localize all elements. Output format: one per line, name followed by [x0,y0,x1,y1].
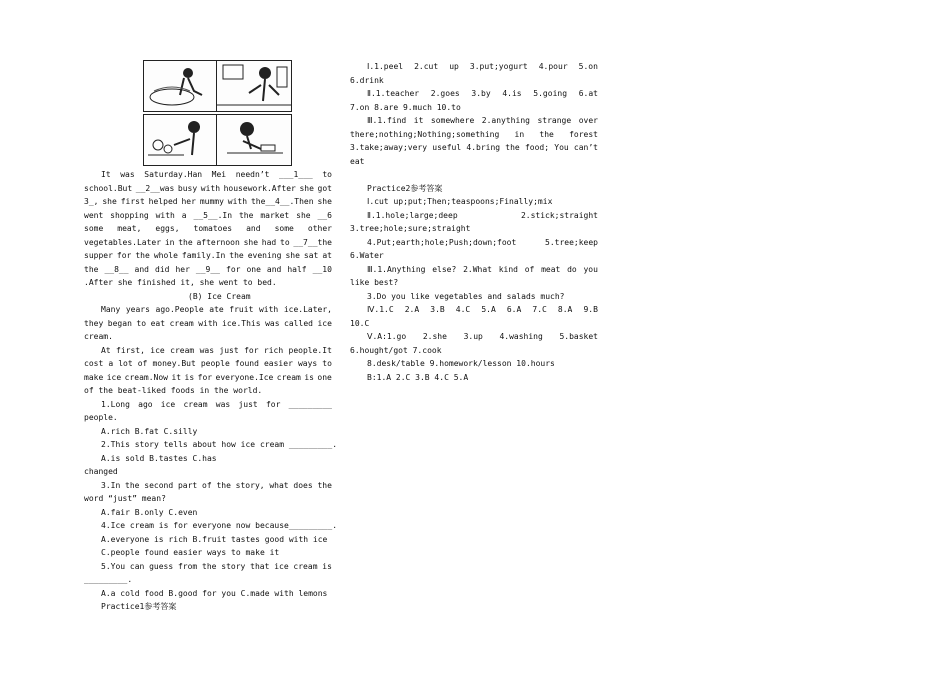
practice2-answer-word: 3.tree;hole;sure;straight [350,224,471,233]
passage-b-word: cream. [84,332,113,341]
passage-b-line [84,319,332,329]
practice1-answer-word: over [578,116,598,125]
passage-b-word: cream [169,318,194,328]
passage-a-word: afternoon [196,237,240,247]
question-word: A.rich B.fat C.silly [101,426,198,436]
passage-a-line [84,238,332,248]
question-word: cream [183,399,208,409]
practice2-answer-line [367,359,555,369]
practice2-answer-line [350,346,442,356]
passage-a-word: she [243,237,259,247]
passage-a-word: market [260,210,290,220]
question-word: A.fair B.only C.even [101,507,198,517]
practice2-answer-word: 3.B [430,305,445,314]
passage-b-word: lot [118,359,133,368]
passage-a-word: meat, [117,224,142,233]
practice1-answer-line [350,143,598,153]
passage-a-word: some [274,224,294,233]
practice2-answer-word: 2.What [463,264,492,274]
question-word: does [293,480,313,490]
practice1-answer-word: strange [537,116,572,125]
practice2-answer-word: 5.tree;keep [545,237,598,247]
passage-a-word: Saturday.Han [144,170,203,179]
practice1-answer-line [350,157,364,167]
passage-b-word: cream.Now [124,372,168,382]
practice2-answer-line [350,224,470,234]
passage-b-line [84,386,262,396]
question-line [101,535,327,545]
passage-a-word: supper [84,251,113,260]
practice1-answer-word: Ⅲ.1.find [367,116,407,125]
question-word: the [125,480,140,490]
question-word: the [317,480,332,490]
practice2-answer-word: 4.Put;earth;hole;Push;down;foot [367,237,517,247]
passage-a-word: for [116,251,132,260]
passage-a-word: did [155,264,170,274]
question-line [84,494,166,504]
passage-a-word: __10 [312,264,332,274]
passage-a-word: the__4__.Then [250,197,314,206]
passage-a-word: housework.After [223,183,296,193]
passage-a-word: evening [247,251,282,260]
passage-a-word: got [317,183,332,193]
question-word: C.people found easier ways to make it [101,548,280,557]
passage-b-word: called [284,318,313,328]
passage-a-word: 3_, [84,197,99,206]
passage-a-word: It [101,170,111,179]
picture-cooking [143,114,217,166]
question-line [101,521,337,531]
passage-b-word: first, [116,345,145,355]
section-b-title: (B) Ice Cream [188,291,251,301]
picture-housework [143,60,217,112]
practice1-answer-word: 2.cut [414,62,439,71]
passage-a-word: to [280,237,290,247]
practice1-answer-word: the [505,143,520,152]
passage-b-word: years [125,305,150,314]
practice1-answer-line [367,62,598,72]
question-word: guess [149,561,174,571]
passage-b-word: it [171,372,182,382]
passage-b-word: for [197,372,213,382]
practice1-answer-word: 4.bring [466,143,501,152]
question-word: ice [160,399,176,409]
passage-b-line [84,373,332,383]
passage-a-word: __8__ [104,264,129,274]
practice2-answer-line [367,332,598,342]
practice2-answer-word: B:1.A 2.C 3.B 4.C 5.A [367,372,469,382]
passage-b-word: just [219,345,239,355]
passage-a-word: a [181,210,187,220]
passage-a-line [84,211,332,221]
passage-a-word: helped [148,197,178,206]
passage-b-word: cost [84,359,104,368]
passage-a-word: mummy [199,197,224,206]
practice1-answer-word: it [413,116,424,125]
passage-a-word: other [307,224,332,233]
question-line [101,454,217,464]
passage-a-word: sat [303,251,319,260]
practice1-answer-line [350,103,461,113]
practice1-answer-word: 4.is [502,89,522,98]
practice2-answer-line [367,197,552,207]
question-line [84,413,118,423]
passage-b-word: ice [150,345,165,355]
passage-a-word: eggs, [155,224,180,233]
practice2-answer-word: 2.A [404,305,420,314]
practice1-answer-line [367,116,598,126]
practice2-answer-word: 8.desk/table 9.homework/lesson 10.hours [367,359,555,368]
practice2-answer-word: kind [498,264,518,274]
passage-b-word: fruit [229,305,254,314]
practice1-answer-word: 7.on 8.are 9.much 10.to [350,102,461,112]
passage-b-word: ice [106,372,122,382]
practice2-answer-word: like best? [350,278,399,287]
question-word: 2.This story tells about how ice cream _________. [101,440,338,449]
passage-b-line [101,305,332,315]
question-word: for [265,399,281,409]
question-word: was [215,399,231,409]
passage-b-word: to [322,359,332,368]
practice2-answer-line [367,238,598,248]
question-word: from [177,561,198,571]
passage-a-word: she [317,197,332,206]
practice1-answer-word: 3.put;yogurt [469,62,528,71]
passage-b-word: people.It [288,345,332,355]
practice1-answer-line [350,130,598,140]
question-word: part [177,480,198,490]
passage-b-word: easier [263,359,293,368]
passage-a-word: and [134,264,149,274]
practice1-answer-line [350,76,384,86]
passage-a-word: __2__was [135,183,175,193]
passage-a-word: busy [177,183,198,193]
passage-a-word: for [226,264,241,274]
question-word: second [144,480,174,490]
passage-a-word: the [229,251,244,260]
passage-b-word: began [107,318,132,328]
question-word: story, [235,480,265,490]
passage-a-word: __9__ [195,264,220,274]
practice1-answer-word: 6.at [578,89,598,98]
practice1-answer-word: eat [350,156,365,166]
practice1-answer-word: useful [432,143,462,152]
practice2-answer-word: 4.washing [499,332,543,341]
practice2-answer-word: 4.C [455,305,471,314]
passage-a-word: the [84,264,99,274]
passage-a-word: first [120,197,145,206]
practice1-answer-word: in [514,129,525,139]
practice1-answer-word: somewhere [430,116,475,125]
passage-b-word: was [265,318,280,328]
practice2-answer-line [367,373,468,383]
practice2-answer-line [350,319,369,329]
passage-a-word: and [266,264,282,274]
practice2-answer-word: 6.Water [350,251,384,260]
practice2-answer-line [350,278,398,288]
practice1-answer-word: 6.drink [350,75,384,85]
question-word: _________. [84,575,133,584]
question-word: A.is sold B.tastes C.has [101,453,217,463]
passage-b-word: ways [297,359,318,368]
practice2-answer-word: you [583,264,598,274]
question-word: is [322,561,332,571]
passage-b-word: At [101,345,111,355]
passage-a-word: school.But [84,183,133,193]
practice1-answer-word: 3.take;away;very [350,143,428,152]
practice2-answer-word: 6.A [506,305,522,314]
practice1-answer-line [367,89,598,99]
picture-homework [216,114,292,166]
passage-a-word: vegetables.Later [84,237,162,247]
question-word: ice [274,561,289,571]
passage-a-word: the [178,237,193,247]
passage-a-word: to [322,170,332,179]
passage-b-word: rich [263,345,284,355]
passage-a-word: she [102,197,117,206]
passage-a-word: was [120,170,135,179]
passage-b-word: is [184,372,195,382]
passage-a-line [84,184,332,194]
question-line [101,481,332,491]
passage-a-word: with [155,210,175,220]
practice2-answer-line [367,211,598,221]
question-word: 5.You [101,561,126,571]
passage-a-word: Mei [211,170,227,179]
question-word: story [221,561,246,571]
passage-a-word: with [227,197,248,206]
passage-a-word: with [200,183,221,193]
practice2-answer-line [350,251,384,261]
practice2-answer-word: Ⅰ.cut up;put;Then;teaspoons;Finally;mix [367,197,553,206]
passage-a-line [84,197,332,207]
question-word: what [269,480,289,490]
passage-b-word: was [199,345,215,355]
passage-b-word: ice.This [222,318,261,328]
passage-b-line [84,359,332,369]
passage-b-word: ice [317,318,332,328]
passage-b-word: they [84,318,104,328]
picture-shopping [216,60,292,112]
practice1-answer-word: 2.anything [481,116,530,125]
passage-a-word: __5__.In [193,210,233,220]
practice1-answer-word: Ⅰ.1.peel [367,62,404,71]
passage-b-word: of the beat-liked foods in the world. [84,386,263,395]
practice2-answer-word: of [524,264,535,274]
passage-b-line [101,346,332,356]
passage-a-word: her [175,264,190,274]
passage-a-line [84,265,332,275]
passage-a-word: had [261,237,277,247]
passage-b-word: with [198,318,218,328]
practice1-answer-word: Ⅱ.1.teacher [367,89,420,98]
practice1-answer-word: 4.pour [538,62,568,71]
passage-a-word: went [84,210,104,220]
passage-b-word: found [234,359,259,368]
passage-a-word: family.In [181,251,226,260]
question-word: people. [84,413,118,422]
passage-a-word: the [238,210,254,220]
practice2-answer-word: 5.A [481,305,496,314]
passage-b-word: a [108,359,114,368]
question-line [101,602,176,612]
practice1-answer-word: 2.goes [430,89,460,98]
passage-b-word: eat [150,318,166,328]
passage-a-word: __6 [317,210,332,220]
question-word: A.a cold food B.good for you C.made with lemons [101,588,328,598]
passage-a-word: needn’t [235,170,270,179]
passage-b-line [84,332,113,342]
passage-b-word: of [137,359,148,368]
question-line [84,575,132,585]
practice1-answer-word: 3.by [471,89,491,98]
passage-b-word: everyone.Ice [215,372,274,382]
practice1-answer-word: 5.going [533,89,568,98]
question-word: the [216,480,231,490]
passage-b-word: with [258,305,279,314]
question-line [101,548,279,558]
question-line [101,508,197,518]
passage-a-word: __7__the [293,237,332,247]
question-word: that [250,561,270,571]
practice2-answer-word: 5.basket [559,332,598,341]
practice2-answer-word: Ⅳ.1.C [367,305,394,314]
practice2-answer-word: Ⅴ.A:1.go [367,332,407,341]
practice2-answer-word: Ⅲ.1.Anything [367,264,426,274]
question-line [101,589,327,599]
question-word: _________ [288,399,332,409]
question-word: 4.Ice cream is for everyone now because_________. [101,521,338,530]
question-word: ago [138,399,153,409]
practice2-answer-word: 9.B [583,305,598,314]
practice2-answer-word: Ⅱ.1.hole;large;deep [367,210,458,220]
passage-b-word: Many [101,305,121,314]
passage-b-word: is [304,372,314,382]
question-word: 1.Long [101,399,130,409]
practice2-answer-word: meat [541,264,561,274]
practice2-answer-word: do [567,264,577,274]
practice2-answer-word: 2.stick;straight [520,210,598,220]
practice2-answer-word: 3.Do you like vegetables and salads much? [367,291,565,301]
passage-b-word: ate [209,305,224,314]
practice1-answer-word: the [539,129,554,139]
question-word: Practice1参考答案 [101,602,177,611]
passage-a-word: some [84,224,104,233]
passage-b-word: cream [170,345,195,355]
passage-a-word: one [246,264,261,274]
practice1-answer-word: 5.on [578,62,598,71]
practice1-answer-word: You [554,143,569,152]
passage-a-word: the [135,251,150,260]
practice2-answer-line [367,305,598,315]
passage-a-word: half [287,264,307,274]
passage-a-word: she [285,251,300,260]
passage-a-word: .After she finished it, she went to bed. [84,278,277,287]
practice2-answer-line [367,265,598,275]
passage-a-word: her [181,197,196,206]
passage-b-word: make [84,372,104,382]
passage-a-line [101,170,332,180]
passage-a-word: and [246,224,261,233]
passage-b-word: ice.Later, [283,305,332,314]
passage-a-word: she [296,210,311,220]
question-word: cream [293,561,318,571]
practice1-answer-word: food; [524,143,550,152]
practice2-answer-line [367,292,564,302]
passage-b-word: one [317,372,332,382]
practice1-answer-word: there;nothing;Nothing;something [350,129,500,139]
practice2-answer-word: 7.C [532,305,547,314]
practice1-answer-word: up [449,62,459,71]
question-line [101,562,332,572]
question-line [84,467,118,477]
practice1-answer-word: can’t [573,143,598,152]
question-line [101,400,332,410]
passage-b-word: people [200,359,230,368]
passage-a-word: at [322,251,332,260]
question-word: A.everyone is rich B.fruit tastes good with ice [101,534,328,544]
practice2-answer-word: 8.A [557,305,573,314]
practice2-answer-word: else? [432,264,457,274]
question-line [101,427,197,437]
practice2-answer-word: 2.she [422,332,447,341]
question-word: word “just” mean? [84,494,166,503]
passage-a-word: tomatoes [193,224,233,233]
question-word: changed [84,467,118,476]
passage-a-word: in [164,237,175,247]
question-word: of [202,480,212,490]
passage-a-word: ___1___ [279,170,313,179]
question-line [101,440,337,450]
passage-a-word: whole [153,251,178,260]
passage-b-word: money.But [152,359,196,368]
practice1-answer-word: forest [569,129,598,139]
passage-a-line [84,224,332,234]
question-word: 3.In [101,480,121,490]
practice2-answer-word: 3.up [463,332,483,341]
passage-b-word: ago.People [155,305,204,314]
passage-a-line [84,251,332,261]
question-word: the [202,561,217,571]
passage-b-word: to [136,318,147,328]
passage-b-word: cream [276,372,301,382]
passage-a-line [84,278,277,288]
practice2-answer-word: 6.hought/got 7.cook [350,345,442,355]
question-word: just [238,399,258,409]
passage-b-word: for [244,345,259,355]
question-word: can [129,561,145,571]
passage-a-word: she [299,183,314,193]
practice2-answer-word: 10.C [350,318,370,328]
passage-a-word: shopping [110,210,149,220]
practice2-title: Practice2参考答案 [367,183,443,193]
